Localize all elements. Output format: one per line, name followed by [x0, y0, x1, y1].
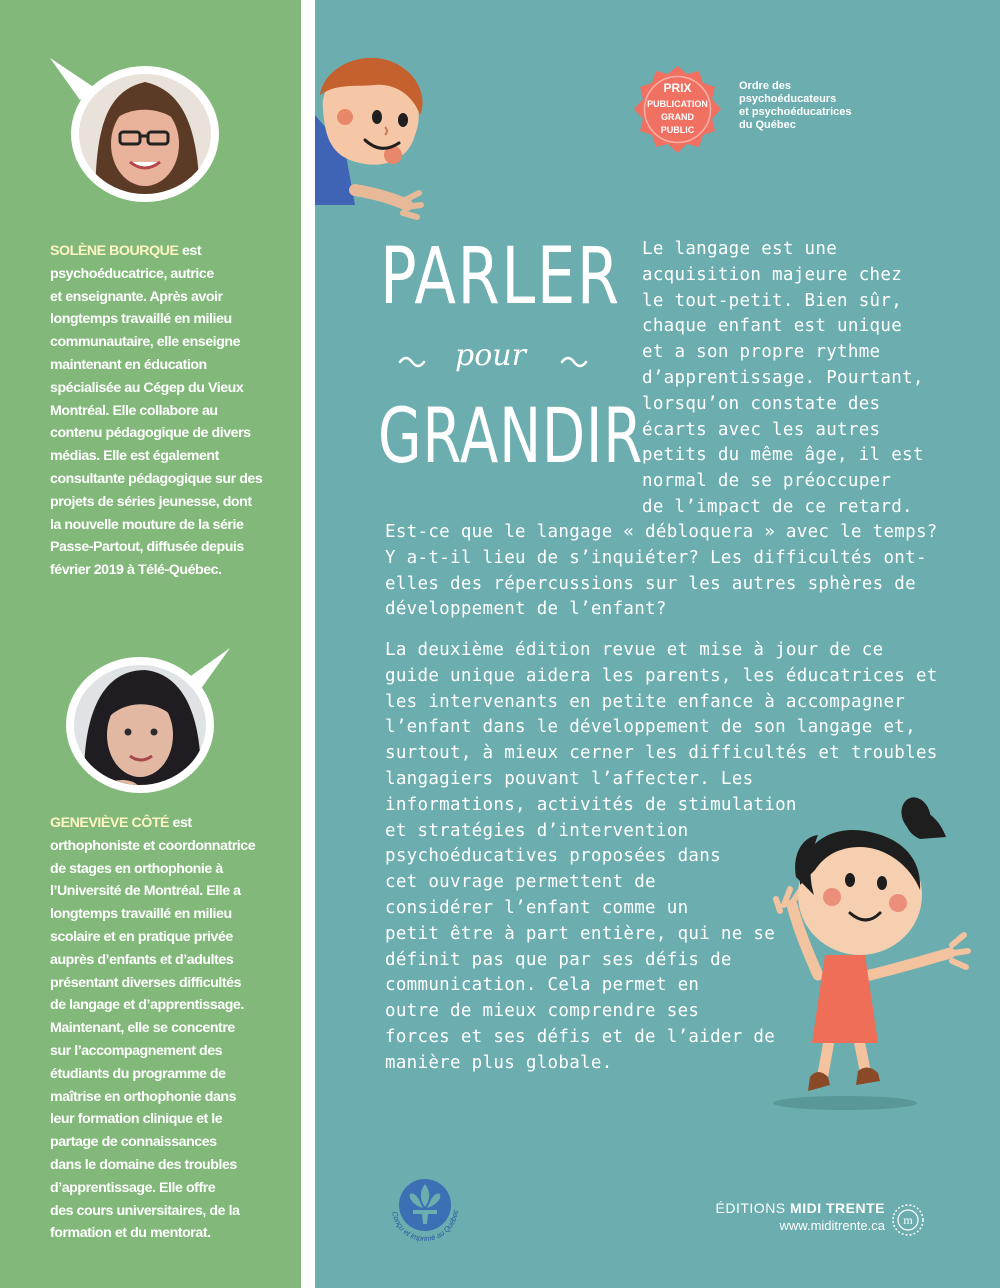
author-1-bio: SOLÈNE BOURQUE est psychoéducatrice, autrice et enseignante. Après avoir longtemps travaillé en milieu communautaire, elle enseigne maintenant en éducation spécialisée au Cégep du Vieux Montréal. Elle collabore au contenu pédagogique de divers médias. Elle est également consultante pédagogique sur des projets de séries jeunesse, dont la nouvelle mouture de la série Passe-Partout, diffusée depuis février 2019 à Télé-Québec. [50, 243, 263, 579]
panel-divider [301, 0, 315, 1288]
badge-line-4: PUBLIC [660, 125, 695, 135]
publisher-name: ÉDITIONS MIDI TRENTE [715, 1200, 885, 1216]
author-1-name: SOLÈNE BOURQUE [50, 243, 179, 259]
fleur-de-lis-icon [380, 1160, 470, 1250]
title-line-3: GRANDIR [378, 391, 644, 480]
author-1-portrait [40, 52, 230, 212]
title-line-1: PARLER [380, 232, 621, 322]
badge-line-3: GRAND [661, 112, 694, 122]
author-2-name: GENEVIÈVE CÔTÉ [50, 815, 170, 831]
intro-paragraph: Le langage est une acquisition majeure chez le tout-petit. Bien sûr, chaque enfant est unique et a son propre rythme d’apprentissage. Pourtant, lorsqu’on constate des écarts avec les autres petits du même âge, il est normal de se préoccuper de l’impact de ce retard. [642, 239, 924, 517]
boy-cartoon-illustration [315, 55, 435, 225]
publisher-logo-icon [890, 1202, 926, 1238]
publisher-logo-letter: m [903, 1213, 913, 1227]
award-badge-icon [630, 64, 725, 156]
badge-line-2: PUBLICATION [647, 99, 708, 109]
publisher-info [716, 1200, 885, 1233]
author-2-bio: GENEVIÈVE CÔTÉ est orthophoniste et coordonnatrice de stages en orthophonie à l’Université de Montréal. Elle a longtemps travaillé en milieu scolaire et en pratique privée auprès d’enfants et d’adultes présentant diverses difficultés de langage et d’apprentissage. Maintenant, elle se concentre sur l’accompagnement des étudiants du programme de maîtrise en orthophonie dans leur formation clinique et le partage de connaissances dans le domaine des troubles d’apprentissage. Elle offre des cours universitaires, de la formation et du mentorat. [50, 815, 256, 1242]
girl-cartoon-illustration [770, 785, 975, 1115]
award-organization: Ordre des psychoéducateurs et psychoéducatrices du Québec [739, 80, 852, 131]
description-paragraph: La deuxième édition revue et mise à jour de ce guide unique aidera les parents, les éducatrices et les intervenants en petite enfance à accompagner l’enfant dans le développement de son langage et, surtout, à mieux cerner les difficultés et troubles langagiers pouvant l’affecter. Les informations, activités de stimulation et stratégies d’intervention psychoéducatives proposées dans cet ouvrage permettent de considérer l’enfant comme un petit être à part entière, qui ne se définit pas que par ses défis de communication. Cela permet en outre de mieux comprendre ses forces et ses défis et de l’aider de manière plus globale. [385, 640, 938, 1073]
title-line-2: pour [455, 338, 526, 373]
badge-line-1: PRIX [663, 81, 692, 95]
quebec-seal-text: Conçu et imprimé au Québec [390, 1209, 460, 1244]
author-2-portrait [40, 640, 240, 800]
questions-paragraph: Est-ce que le langage « débloquera » avec le temps? Y a-t-il lieu de s’inquiéter? Les difficultés ont- elles des répercussions sur les autres sphères de développement de l’enfant? [385, 522, 938, 620]
publisher-url[interactable]: www.miditrente.ca [779, 1218, 885, 1233]
